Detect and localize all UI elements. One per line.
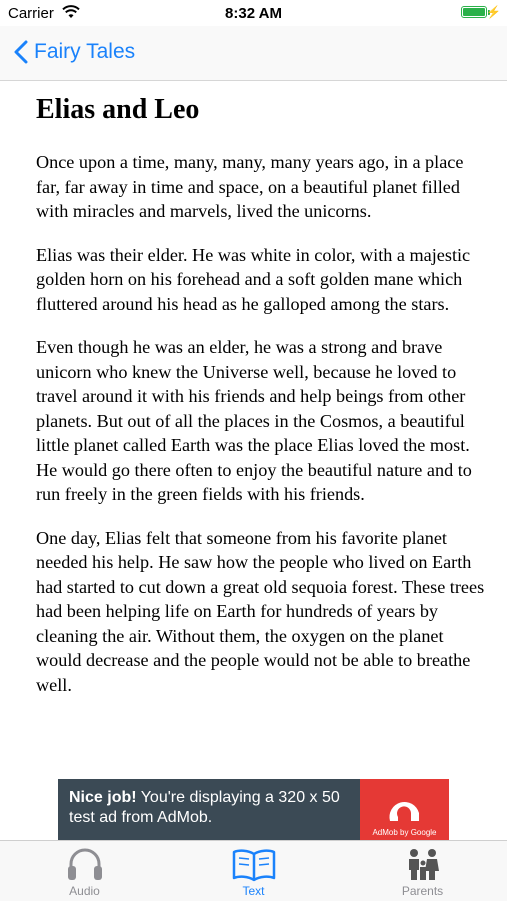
status-bar bbox=[0, 0, 507, 26]
ad-text bbox=[58, 779, 360, 840]
story-paragraph: Once upon a time, many, many, many years ago, in a place far, far away in time and space, on a beautiful planet filled with miracles and marvels, lived the unicorns. bbox=[36, 152, 464, 221]
chevron-left-icon bbox=[14, 40, 28, 64]
story-paragraph: Elias was their elder. He was white in color, with a majestic golden horn on his forehead and a soft golden mane which fluttered around his head as he galloped among the stars. bbox=[36, 244, 471, 314]
tab-text[interactable] bbox=[169, 841, 338, 901]
story-paragraph: One day, Elias felt that someone from his favorite planet needed his help. He saw how the people who lived on Earth had started to cut down a great old sequoia forest. These trees had been helping life on Earth for hundreds of years by cleaning the air. Without them, the oxygen on the planet would decrease and the people would not be able to breathe well. bbox=[36, 527, 485, 695]
story-title: Elias and Leo bbox=[36, 94, 200, 125]
tab-audio[interactable] bbox=[0, 841, 169, 901]
admob-caption: AdMob by Google bbox=[372, 828, 437, 837]
story-content[interactable] bbox=[36, 80, 486, 780]
battery-icon bbox=[461, 6, 487, 18]
admob-logo bbox=[360, 779, 449, 840]
back-button[interactable] bbox=[14, 40, 135, 64]
charging-bolt-icon: ⚡ bbox=[486, 5, 501, 19]
admob-icon bbox=[360, 779, 449, 829]
ad-banner[interactable] bbox=[58, 779, 449, 840]
family-icon bbox=[403, 846, 443, 882]
tab-text-label: Text bbox=[242, 884, 265, 898]
headphones-icon bbox=[65, 846, 105, 882]
tab-parents[interactable] bbox=[338, 841, 507, 901]
carrier-label: Carrier bbox=[8, 5, 54, 22]
ad-headline: Nice job! bbox=[69, 789, 137, 806]
ad-body: You're displaying a 320 x 50 test ad from AdMob. bbox=[69, 789, 340, 826]
navigation-bar bbox=[0, 26, 507, 81]
tab-bar bbox=[0, 840, 507, 901]
tab-audio-label: Audio bbox=[69, 884, 100, 898]
status-time: 8:32 AM bbox=[225, 5, 282, 22]
story-paragraph: Even though he was an elder, he was a strong and brave unicorn who knew the Universe well, because he loved to travel around it with his friends and help beings from other planets. But out of all the places in the Cosmos, a beautiful little planet called Earth was the place Elias loved the most. He would go there often to enjoy the beautiful nature and to run freely in the green fields with his friends. bbox=[36, 337, 472, 504]
book-icon bbox=[230, 846, 278, 882]
back-button-label: Fairy Tales bbox=[34, 40, 136, 63]
tab-parents-label: Parents bbox=[401, 884, 444, 898]
